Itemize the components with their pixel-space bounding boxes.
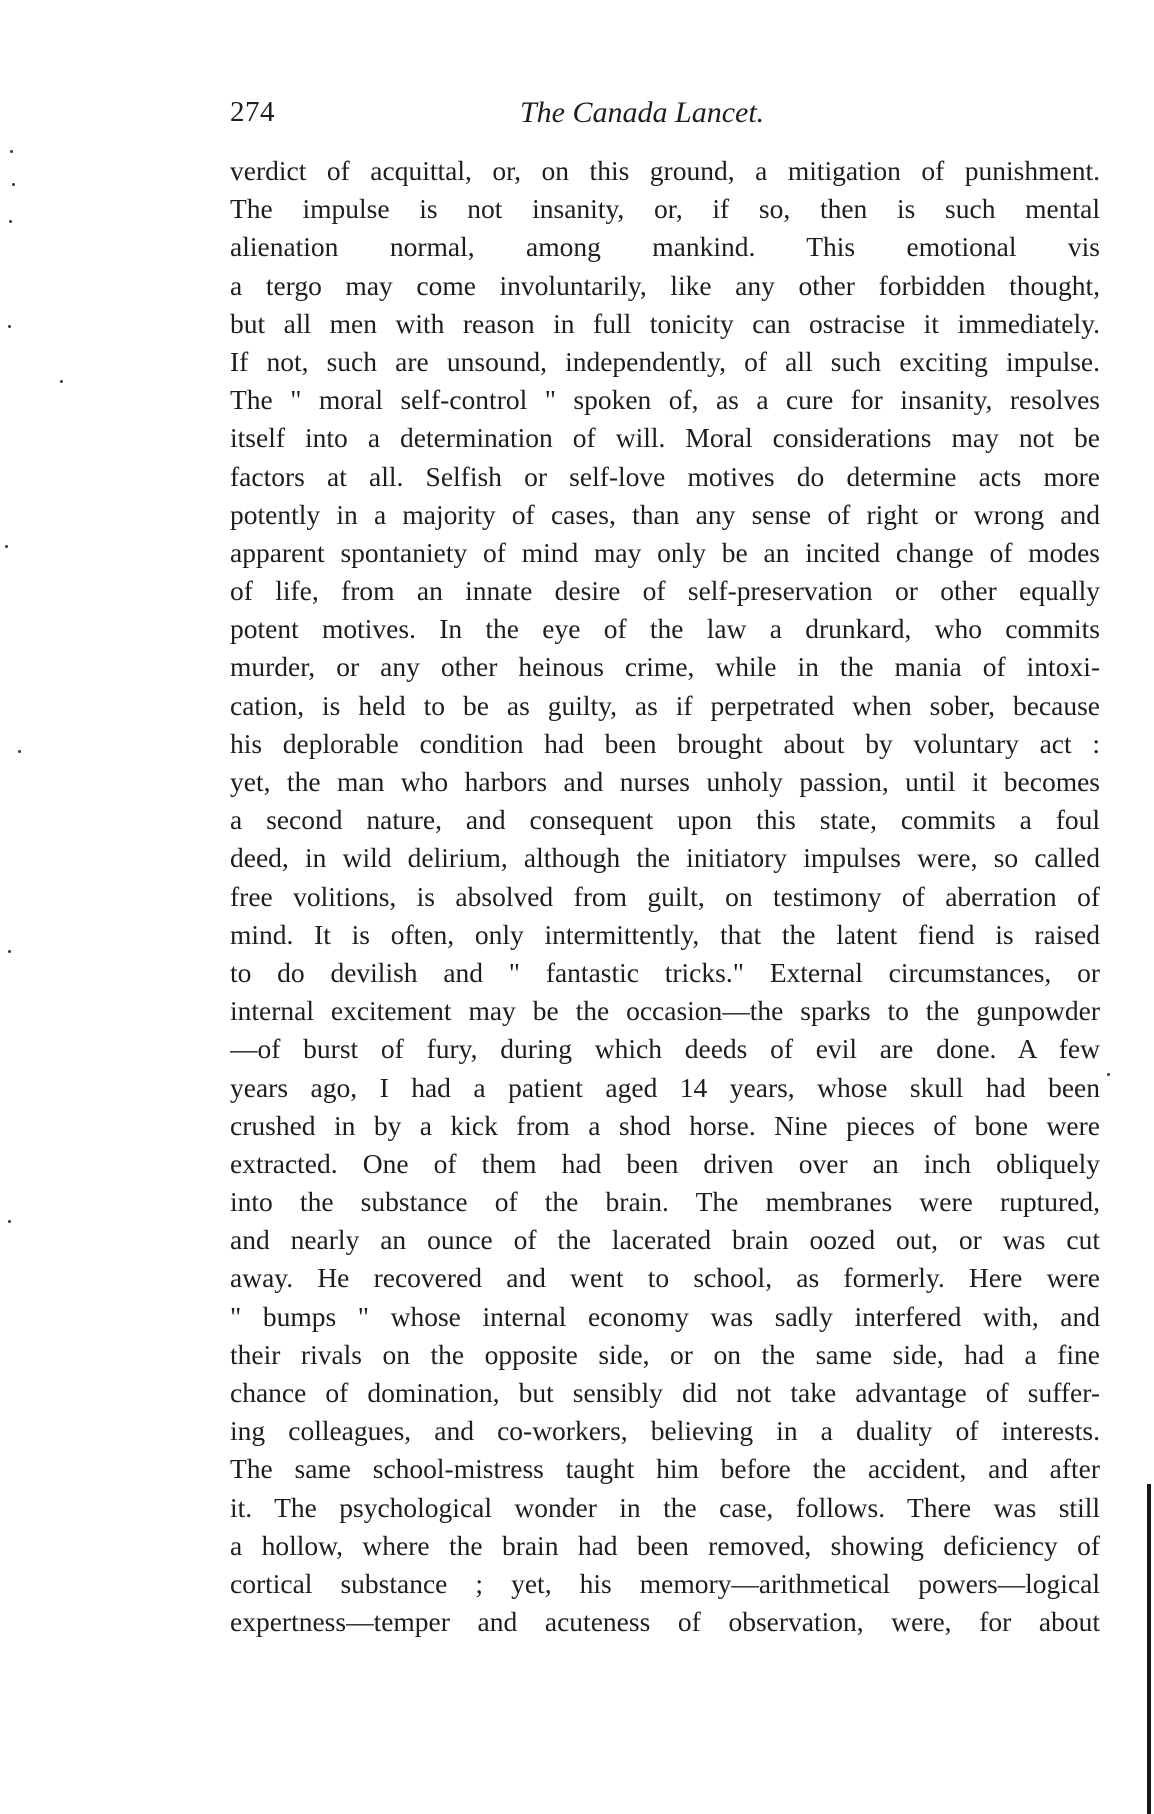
text-line: but all men with reason in full tonicity can ostracise it immediately. [230,307,1100,339]
text-line: cation, is held to be as guilty, as if perpetrated when sober, because [230,689,1100,721]
scan-speck [8,1220,11,1223]
text-line: apparent spontaniety of mind may only be an incited change of modes [230,536,1100,568]
text-line: their rivals on the opposite side, or on the same side, had a fine [230,1338,1100,1370]
scan-speck [5,545,8,548]
text-line: a second nature, and consequent upon this state, commits a foul [230,804,1100,836]
text-line: alienation normal, among mankind. This emotional vis [230,231,1100,263]
text-line: itself into a determination of will. Moral considerations may not be [230,422,1100,454]
text-line: verdict of acquittal, or, on this ground, a mitigation of punishment. [230,155,1100,186]
text-line: cortical substance ; yet, his memory—arithmetical powers—logical [230,1567,1100,1599]
text-line: away. He recovered and went to school, as formerly. Here were [230,1262,1100,1294]
text-line: a tergo may come involuntarily, like any other forbidden thought, [230,269,1100,301]
text-line: chance of domination, but sensibly did not take advantage of suffer- [230,1377,1100,1408]
text-line: mind. It is often, only intermittently, that the latent fiend is raised [230,918,1100,950]
scan-speck [8,950,11,953]
text-line: —of burst of fury, during which deeds of evil are done. A few [230,1033,1100,1065]
text-line: of life, from an innate desire of self-preservation or other equally [230,575,1100,607]
journal-title: The Canada Lancet. [520,96,765,129]
text-line: a hollow, where the brain had been removed, showing deficiency of [230,1529,1100,1561]
text-line: to do devilish and " fantastic tricks." External circumstances, or [230,956,1100,988]
text-line: The impulse is not insanity, or, if so, then is such mental [230,193,1100,225]
text-line: into the substance of the brain. The membranes were ruptured, [230,1186,1100,1218]
text-line: free volitions, is absolved from guilt, on testimony of aberration of [230,880,1100,912]
text-line: yet, the man who harbors and nurses unholy passion, until it becomes [230,766,1100,797]
scan-speck [12,183,15,186]
text-line: deed, in wild delirium, although the initiatory impulses were, so called [230,842,1100,874]
scan-speck [60,380,63,383]
text-line: years ago, I had a patient aged 14 years, whose skull had been [230,1071,1100,1103]
text-line: potently in a majority of cases, than any sense of right or wrong and [230,498,1100,530]
text-line: crushed in by a kick from a shod horse. Nine pieces of bone were [230,1109,1100,1141]
text-line: ing colleagues, and co-workers, believing in a duality of interests. [230,1415,1100,1447]
text-line: murder, or any other heinous crime, while in the mania of intoxi- [230,651,1100,683]
text-line: The " moral self-control " spoken of, as a cure for insanity, resolves [230,384,1100,416]
page-number: 274 [230,96,275,128]
scan-speck [9,220,12,223]
body-text [230,152,1100,1641]
text-line: If not, such are unsound, independently, of all such exciting impulse. [230,345,1100,377]
text-line: The same school-mistress taught him before the accident, and after [230,1453,1100,1485]
text-line: it. The psychological wonder in the case, follows. There was still [230,1491,1100,1523]
text-line: expertness—temper and acuteness of observation, were, for about [230,1606,1100,1638]
text-line: and nearly an ounce of the lacerated brain oozed out, or was cut [230,1224,1100,1256]
text-line: internal excitement may be the occasion—the sparks to the gunpowder [230,995,1100,1027]
scan-speck [1107,1073,1110,1076]
scan-speck [18,750,21,753]
text-line: potent motives. In the eye of the law a drunkard, who commits [230,613,1100,645]
text-line: extracted. One of them had been driven over an inch obliquely [230,1147,1100,1179]
text-line: factors at all. Selfish or self-love motives do determine acts more [230,460,1100,492]
scan-speck [8,325,11,328]
text-line: " bumps " whose internal economy was sadly interfered with, and [230,1300,1100,1332]
page-edge-shadow [1147,1484,1151,1814]
scan-speck [10,150,13,153]
text-line: his deplorable condition had been brought about by voluntary act : [230,727,1100,759]
running-head [230,96,1100,136]
